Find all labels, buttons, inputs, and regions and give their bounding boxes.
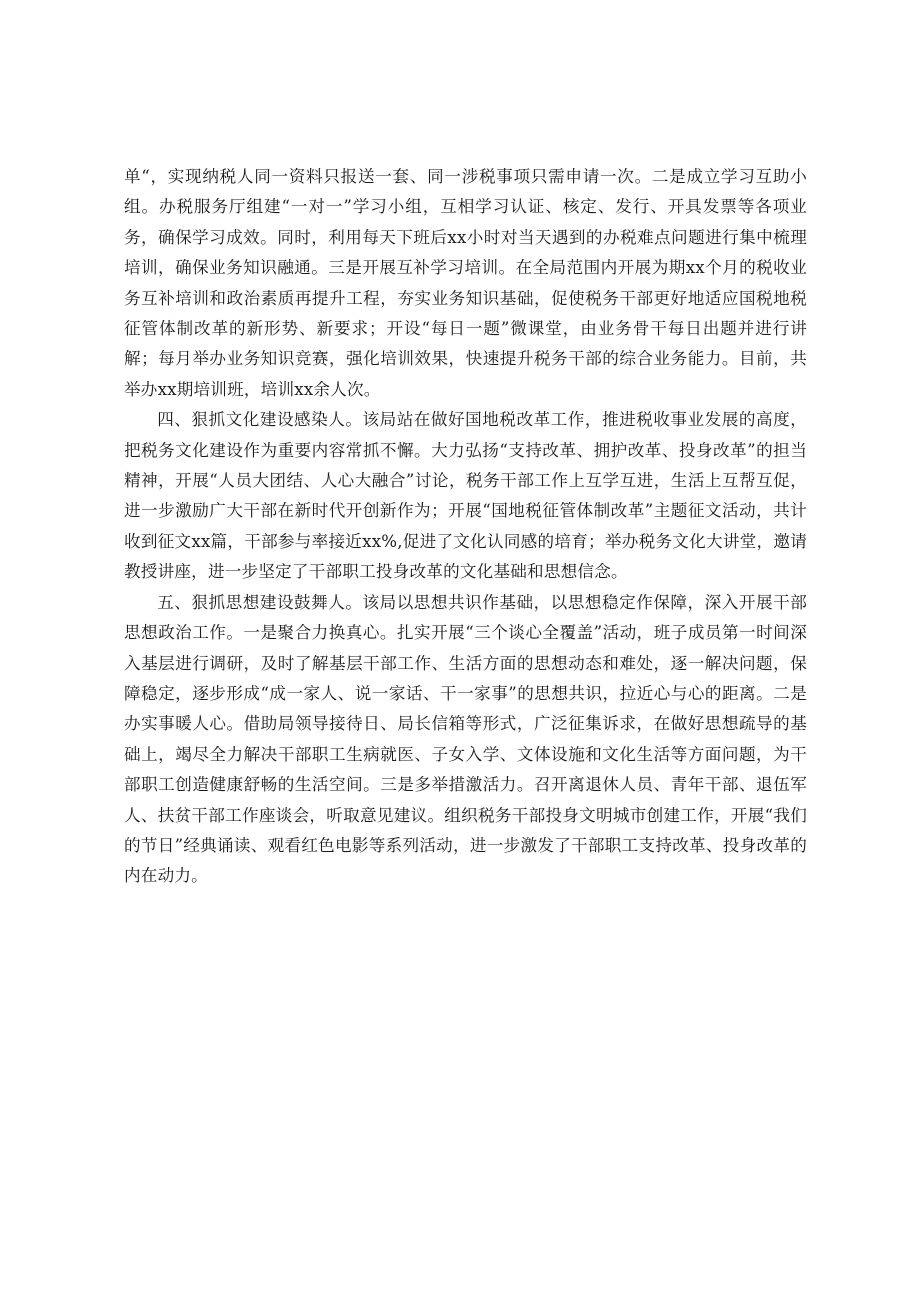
paragraph-section-five-ideology: 五、狠抓思想建设鼓舞人。该局以思想共识作基础，以思想稳定作保障，深入开展干部思想政治工作。一是聚合力换真心。扎实开展“三个谈心全覆盖”活动，班子成员第一时间深入基层进行调研，及时了解基层干部工作、生活方面的思想动态和难处，逐一解决问题，保障稳定，逐步形成“成一家人、说一家话、干一家事”的思想共识，拉近心与心的距离。二是办实事暖人心。借助局领导接待日、局长信箱等形式，广泛征集诉求，在做好思想疏导的基础上，竭尽全力解决干部职工生病就医、子女入学、文体设施和文化生活等方面问题，为干部职工创造健康舒畅的生活空间。三是多举措激活力。召开离退休人员、青年干部、退伍军人、扶贫干部工作座谈会，听取意见建议。组织税务干部投身文明城市创建工作，开展“我们的节日”经典诵读、观看红色电影等系列活动，进一步激发了干部职工支持改革、投身改革的内在动力。 <box>124 592 807 886</box>
document-body <box>124 162 807 892</box>
paragraph-section-four-culture: 四、狠抓文化建设感染人。该局站在做好国地税改革工作，推进税收事业发展的高度，把税务文化建设作为重要内容常抓不懈。大力弘扬“支持改革、拥护改革、投身改革”的担当精神，开展“人员大团结、人心大融合”讨论，税务干部工作上互学互进，生活上互帮互促，进一步激励广大干部在新时代开创新作为；开展“国地税征管体制改革”主题征文活动，共计收到征文xx篇，干部参与率接近xx%,促进了文化认同感的培育；举办税务文化大讲堂，邀请教授讲座，进一步坚定了干部职工投身改革的文化基础和思想信念。 <box>124 410 807 582</box>
paragraph-continuation-training: 单“，实现纳税人同一资料只报送一套、同一涉税事项只需申请一次。二是成立学习互助小组。办税服务厅组建“一对一”学习小组，互相学习认证、核定、发行、开具发票等各项业务，确保学习成效。同时，利用每天下班后xx小时对当天遇到的办税难点问题进行集中梳理培训，确保业务知识融通。三是开展互补学习培训。在全局范围内开展为期xx个月的税收业务互补培训和政治素质再提升工程，夯实业务知识基础，促使税务干部更好地适应国税地税征管体制改革的新形势、新要求；开设“每日一题”微课堂，由业务骨干每日出题并进行讲解；每月举办业务知识竞赛，强化培训效果，快速提升税务干部的综合业务能力。目前，共举办xx期培训班，培训xx余人次。 <box>124 167 807 399</box>
